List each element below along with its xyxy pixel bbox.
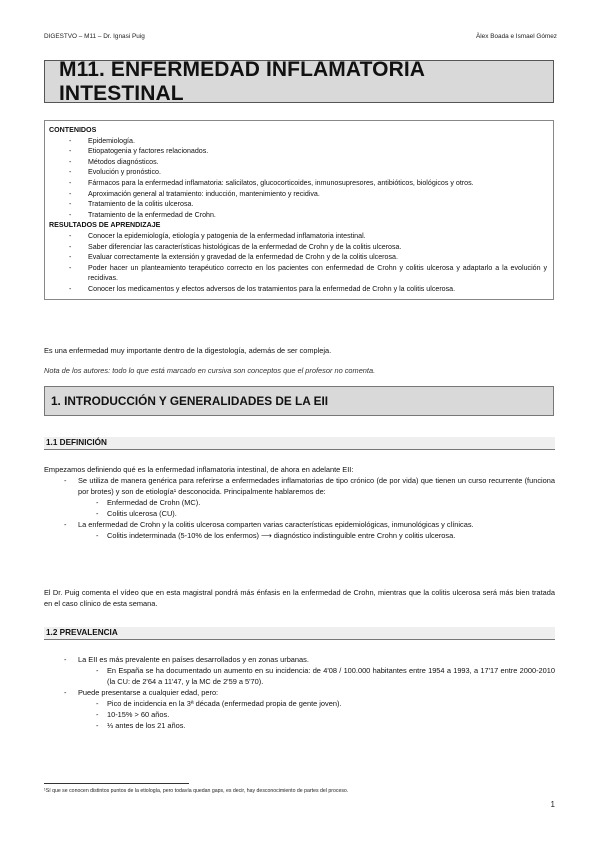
list-item: - Aproximación general al tratamiento: inducción, mantenimiento y recidiva. — [49, 189, 547, 200]
header-left: DIGESTVO – M11 – Dr. Ignasi Puig — [44, 33, 145, 40]
subsection-1-2-heading: 1.2 PREVALENCIA — [44, 627, 555, 640]
list-item-text: Puede presentarse a cualquier edad, pero: — [78, 688, 219, 697]
list-item: - Saber diferenciar las características histológicas de la enfermedad de Crohn y de la colitis ulcerosa. — [49, 242, 547, 253]
page-number: 1 — [550, 800, 555, 809]
footnote-divider — [44, 783, 189, 784]
subsection-1-1-heading: 1.1 DEFINICIÓN — [44, 437, 555, 450]
list-item: - Colitis ulcerosa (CU). — [78, 508, 555, 519]
title-box — [44, 57, 554, 105]
list-item — [44, 519, 555, 541]
footnote: ¹Sí que se conocen distintos puntos de la etiología, pero todavía quedan gaps, es decir, hay desconocimiento de partes del proceso. — [44, 788, 349, 794]
outcomes-heading: RESULTADOS DE APRENDIZAJE — [49, 221, 161, 230]
outcomes-list — [49, 231, 547, 295]
definition-list — [44, 475, 555, 541]
list-item-text: La EII es más prevalente en países desarrollados y en zonas urbanas. — [78, 655, 309, 664]
section-1-heading — [44, 386, 554, 416]
sub-list — [78, 698, 555, 731]
list-item: - Enfermedad de Crohn (MC). — [78, 497, 555, 508]
definition-closing: El Dr. Puig comenta el vídeo que en esta magistral pondrá más énfasis en la enfermedad de Crohn, mientras que la colitis ulcerosa será más bien tratada en el caso clínico de esta semana. — [44, 588, 555, 608]
contents-list — [49, 136, 547, 221]
list-item: - Fármacos para la enfermedad inflamatoria: salicilatos, glucocorticoides, inmunosupresores, antibióticos, biológicos y otros. — [49, 178, 547, 189]
list-item: - Conocer la epidemiología, etiología y patogenia de la enfermedad inflamatoria intestinal. — [49, 231, 547, 242]
contents-heading: CONTENIDOS — [49, 126, 97, 134]
definition-block — [44, 464, 555, 541]
list-item: - Etiopatogenia y factores relacionados. — [49, 146, 547, 157]
intro-text: Es una enfermedad muy importante dentro de la digestología, además de ser compleja. — [44, 346, 332, 355]
list-item — [44, 687, 555, 731]
list-item: - Conocer los medicamentos y efectos adversos de los tratamientos para la enfermedad de Crohn y la colitis ulcerosa. — [49, 284, 547, 295]
list-item: - ⅓ antes de los 21 años. — [78, 720, 555, 731]
prevalence-block — [44, 654, 555, 731]
prevalence-list — [44, 654, 555, 731]
list-item: - Evaluar correctamente la extensión y gravedad de la enfermedad de Crohn y de la colitis ulcerosa. — [49, 252, 547, 263]
page-title: M11. ENFERMEDAD INFLAMATORIA INTESTINAL — [59, 57, 425, 105]
list-item — [44, 475, 555, 519]
list-item: - Tratamiento de la colitis ulcerosa. — [49, 199, 547, 210]
list-item: - En España se ha documentado un aumento en su incidencia: de 4'08 / 100.000 habitantes entre 1954 a 1993, a 17'17 entre 2000-2010 (la CU: de 2'64 a 11'47, y la MC de 2'59 a 5'70). — [78, 665, 555, 687]
list-item-text: Se utiliza de manera genérica para referirse a enfermedades inflamatorias de tipo crónico (de por vida) que tienen un curso recurrente (funciona por brotes) y son de etiología¹ desconocida. Principalmente hablaremos de: — [78, 476, 555, 496]
section-1-title: 1. INTRODUCCIÓN Y GENERALIDADES DE LA EII — [51, 394, 329, 408]
list-item: - Colitis indeterminada (5-10% de los enfermos) ⟶ diagnóstico indistinguible entre Crohn y colitis ulcerosa. — [78, 530, 555, 541]
definition-lead: Empezamos definiendo qué es la enfermedad inflamatoria intestinal, de ahora en adelante EII: — [44, 465, 354, 474]
list-item: - Tratamiento de la enfermedad de Crohn. — [49, 210, 547, 221]
list-item-text: La enfermedad de Crohn y la colitis ulcerosa comparten varias características epidemiológicas, inmunológicas y clínicas. — [78, 520, 474, 529]
list-item: - Pico de incidencia en la 3ª década (enfermedad propia de gente joven). — [78, 698, 555, 709]
author-note: Nota de los autores: todo lo que está marcado en cursiva son conceptos que el profesor no comenta. — [44, 366, 376, 375]
contents-box — [44, 120, 554, 300]
sub-list — [78, 497, 555, 519]
list-item: - Métodos diagnósticos. — [49, 157, 547, 168]
list-item: - 10-15% > 60 años. — [78, 709, 555, 720]
list-item: - Epidemiología. — [49, 136, 547, 147]
list-item: - Poder hacer un planteamiento terapéutico correcto en los pacientes con enfermedad de Crohn y colitis ulcerosa y adaptarlo a la evolución y recidivas. — [49, 263, 547, 284]
list-item — [44, 654, 555, 687]
sub-list — [78, 665, 555, 687]
header-right: Àlex Boada e Ismael Gómez — [476, 33, 557, 40]
sub-list — [78, 530, 555, 541]
list-item: - Evolución y pronóstico. — [49, 167, 547, 178]
